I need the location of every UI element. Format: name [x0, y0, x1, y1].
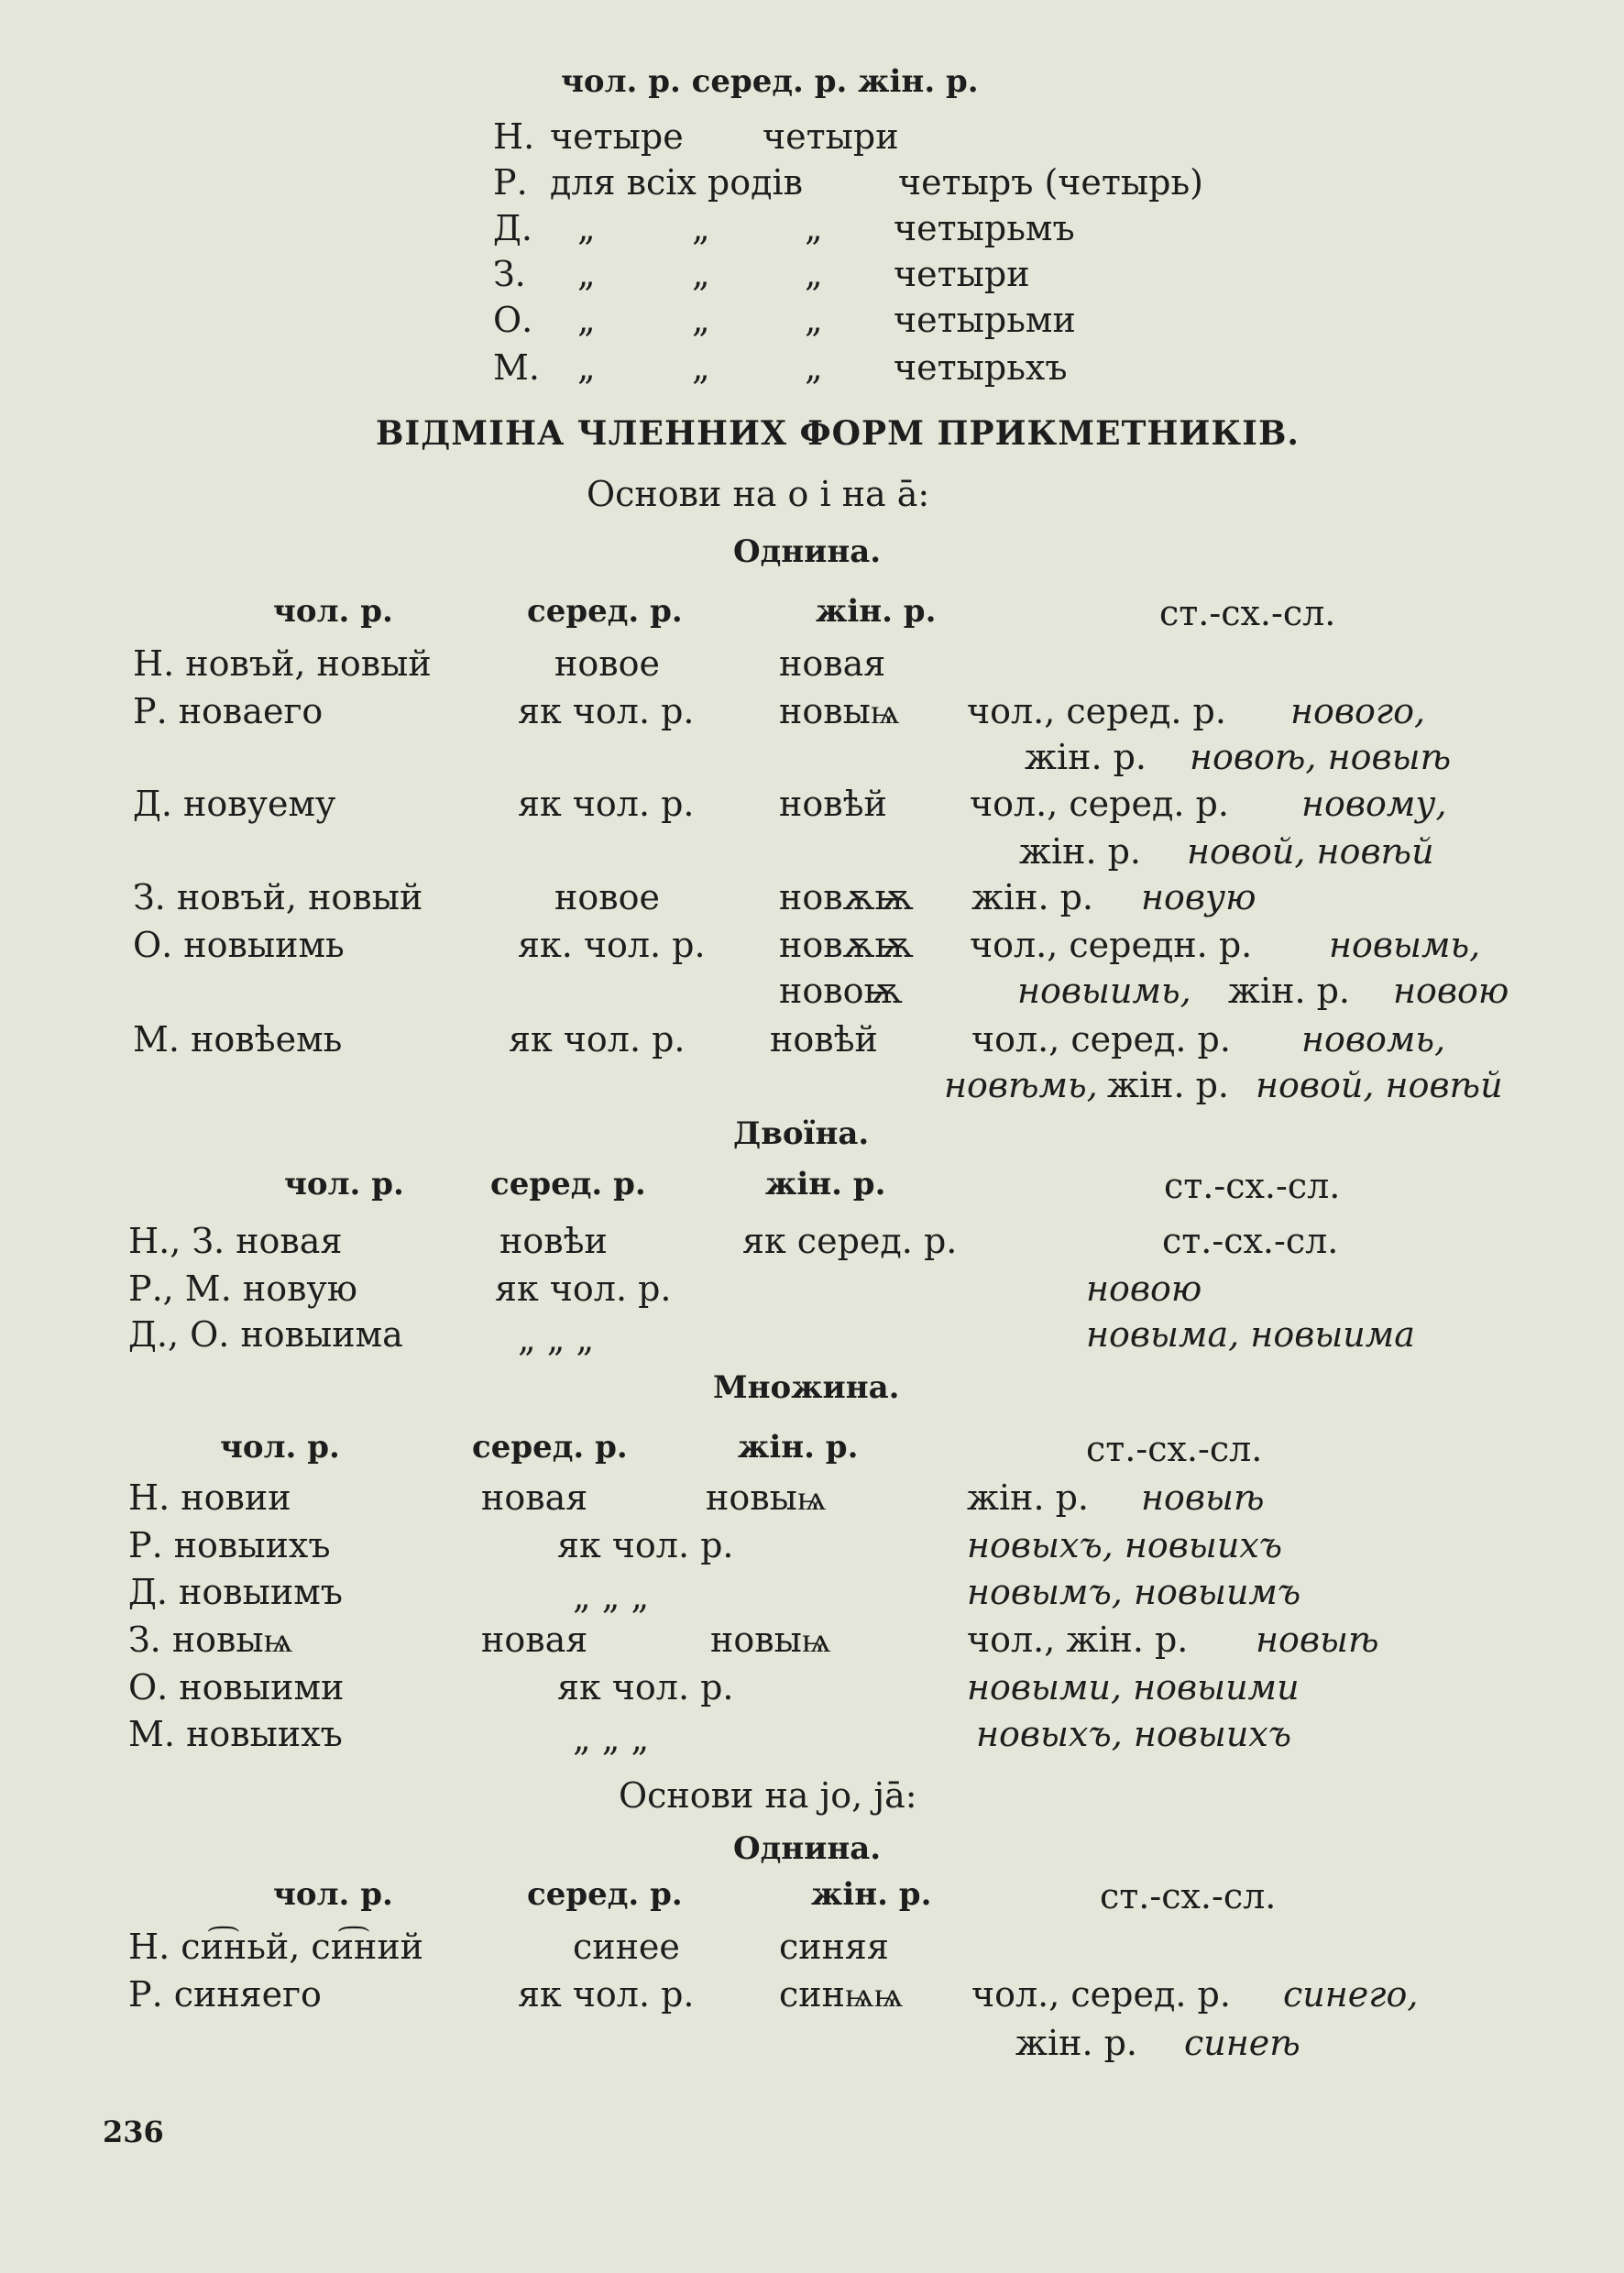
- table-cell: новыма, новыима: [1086, 1314, 1415, 1355]
- top-cell: четыри: [894, 254, 1030, 294]
- table-cell: Д., О. новыима: [128, 1314, 403, 1355]
- table-cell: жін. р.: [1025, 737, 1147, 777]
- col-fem: жін. р.: [816, 593, 937, 630]
- col-fem: жін. р.: [738, 1429, 859, 1466]
- ditto: „: [805, 347, 823, 388]
- table-cell: новоѭ: [779, 971, 903, 1011]
- plural-heading: Множина.: [713, 1369, 900, 1406]
- table-cell: новыми, новыими: [967, 1667, 1300, 1707]
- ditto: „: [692, 347, 710, 388]
- table-cell: жін. р.: [1015, 2023, 1137, 2063]
- col-fem: жін. р.: [811, 1876, 932, 1913]
- col-ocs: ст.-сх.-сл.: [1086, 1429, 1263, 1469]
- table-cell: Р., М. новую: [128, 1268, 357, 1309]
- case-label: Р.: [493, 162, 528, 203]
- table-cell: новыхъ, новыихъ: [976, 1714, 1292, 1754]
- table-cell: Р. новаего: [133, 691, 324, 731]
- ditto: „: [805, 254, 823, 294]
- table-cell: новѫѭ: [779, 925, 914, 965]
- col-neut: серед. р.: [490, 1166, 646, 1202]
- ditto: „ „ „: [518, 1319, 595, 1359]
- table-cell: новомь,: [1301, 1019, 1446, 1060]
- table-cell: Р. новыихъ: [128, 1525, 331, 1565]
- table-cell: синее: [573, 1927, 680, 1967]
- col-masc: чол. р.: [273, 1876, 393, 1913]
- col-masc: чол. р.: [284, 1166, 404, 1202]
- ditto: „: [692, 208, 710, 248]
- col-fem: жін. р.: [765, 1166, 886, 1202]
- table-cell: новымь,: [1329, 925, 1481, 965]
- table-cell: новѣмь,: [944, 1065, 1098, 1105]
- table-cell: чол., серед. р.: [971, 1019, 1231, 1060]
- case-label: О.: [493, 300, 533, 340]
- table-cell: новому,: [1301, 784, 1447, 824]
- case-label: Н.: [493, 116, 535, 157]
- top-cell: для всіх родів: [550, 162, 804, 203]
- table-cell: новую: [1141, 877, 1256, 917]
- table-cell: новыѩ: [710, 1620, 831, 1660]
- page-number: 236: [103, 2114, 164, 2149]
- ditto: „: [692, 254, 710, 294]
- table-cell: як чол. р.: [495, 1268, 672, 1309]
- table-cell: З. новыѩ: [128, 1620, 293, 1660]
- top-cell: четыръ (четырь): [898, 162, 1204, 203]
- col-ocs: ст.-сх.-сл.: [1100, 1876, 1277, 1916]
- ditto: „ „ „: [573, 1718, 650, 1759]
- table-cell: жін. р.: [1228, 971, 1350, 1011]
- table-cell: новая: [481, 1477, 588, 1518]
- table-cell: чол., серед. р.: [971, 1974, 1231, 2015]
- top-cell: четыре: [550, 116, 684, 157]
- col-masc: чол. р.: [220, 1429, 340, 1466]
- table-cell: жін. р.: [1107, 1065, 1229, 1105]
- singular-heading: Однина.: [733, 533, 882, 570]
- table-cell: як серед. р.: [742, 1221, 958, 1261]
- table-cell: О. новыимь: [133, 925, 345, 965]
- dual-heading: Двоїна.: [733, 1115, 870, 1152]
- table-cell: чол., жін. р.: [967, 1620, 1189, 1660]
- case-label: М.: [493, 347, 540, 388]
- table-cell: З. новъй, новый: [133, 877, 423, 917]
- table-cell: як чол. р.: [509, 1019, 686, 1060]
- table-cell: новою: [1086, 1268, 1202, 1309]
- top-cell: четырьхъ: [894, 347, 1068, 388]
- table-cell: Н. новии: [128, 1477, 291, 1518]
- table-cell: нового,: [1290, 691, 1426, 731]
- table-cell: синего,: [1283, 1974, 1419, 2015]
- ditto: „ „ „: [573, 1576, 650, 1617]
- table-cell: новѣй: [779, 784, 887, 824]
- table-cell: Р. синяего: [128, 1974, 322, 2015]
- table-cell: синѩѩ: [779, 1974, 904, 2015]
- col-neut: серед. р.: [527, 1876, 683, 1913]
- table-cell: як чол. р.: [557, 1667, 734, 1707]
- ditto: „: [577, 208, 596, 248]
- table-cell: як чол. р.: [518, 1974, 695, 2015]
- table-cell: як. чол. р.: [518, 925, 706, 965]
- table-cell: новою: [1393, 971, 1509, 1011]
- ditto: „: [577, 254, 596, 294]
- table-cell: новѣй: [770, 1019, 878, 1060]
- table-cell: синеѣ: [1184, 2023, 1300, 2063]
- col-neut: серед. р.: [472, 1429, 628, 1466]
- table-cell: новыхъ, новыихъ: [967, 1525, 1283, 1565]
- table-cell: чол., серед. р.: [967, 691, 1226, 731]
- table-cell: синяя: [779, 1927, 889, 1967]
- table-cell: новыѣ: [1141, 1477, 1265, 1518]
- main-heading: ВІДМІНА ЧЛЕННИХ ФОРМ ПРИКМЕТНИКІВ.: [376, 414, 1300, 453]
- table-cell: Н. си͡ньй, си͡ний: [128, 1927, 423, 1967]
- table-cell: новыѩ: [706, 1477, 827, 1518]
- subheading-o-a: Основи на о і на ā:: [587, 474, 930, 514]
- table-cell: жін. р.: [967, 1477, 1089, 1518]
- table-cell: жін. р.: [971, 877, 1093, 917]
- table-cell: Н., З. новая: [128, 1221, 343, 1261]
- table-cell: новая: [779, 643, 886, 684]
- top-cell: четыри: [763, 116, 899, 157]
- table-cell: Д. новыимъ: [128, 1572, 343, 1612]
- table-cell: новѫѭ: [779, 877, 914, 917]
- ditto: „: [692, 300, 710, 340]
- table-cell: як чол. р.: [557, 1525, 734, 1565]
- table-cell: новыѣ: [1256, 1620, 1379, 1660]
- ditto: „: [577, 300, 596, 340]
- table-cell: новое: [554, 877, 660, 917]
- singular-heading-2: Однина.: [733, 1830, 882, 1867]
- top-table-header: чол. р. серед. р. жін. р.: [561, 63, 979, 100]
- table-cell: чол., серед. р.: [970, 784, 1229, 824]
- top-cell: четырьмъ: [894, 208, 1075, 248]
- case-label: З.: [493, 254, 526, 294]
- col-ocs: ст.-сх.-сл.: [1164, 1166, 1341, 1206]
- table-cell: новая: [481, 1620, 588, 1660]
- ditto: „: [805, 300, 823, 340]
- table-cell: жін. р.: [1019, 831, 1141, 872]
- table-cell: новое: [554, 643, 660, 684]
- col-neut: серед. р.: [527, 593, 683, 630]
- top-cell: четырьми: [894, 300, 1076, 340]
- table-cell: новымъ, новыимъ: [967, 1572, 1301, 1612]
- case-label: Д.: [493, 208, 532, 248]
- table-cell: як чол. р.: [518, 691, 695, 731]
- table-cell: М. новыихъ: [128, 1714, 343, 1754]
- col-masc: чол. р.: [273, 593, 393, 630]
- table-cell: новой, новѣй: [1256, 1065, 1503, 1105]
- subheading-jo: Основи на jo, jā:: [619, 1775, 917, 1816]
- table-cell: як чол. р.: [518, 784, 695, 824]
- table-cell: новой, новѣй: [1187, 831, 1434, 872]
- table-cell: новоѣ, новыѣ: [1190, 737, 1452, 777]
- col-ocs: ст.-сх.-сл.: [1159, 593, 1336, 633]
- table-cell: чол., середн. р.: [970, 925, 1253, 965]
- table-cell: О. новыими: [128, 1667, 345, 1707]
- ditto: „: [805, 208, 823, 248]
- table-cell: новыѩ: [779, 691, 900, 731]
- ditto: „: [577, 347, 596, 388]
- table-cell: Н. новъй, новый: [133, 643, 432, 684]
- table-cell: новыимь,: [1017, 971, 1191, 1011]
- table-cell: М. новѣемь: [133, 1019, 343, 1060]
- table-cell: новѣи: [499, 1221, 608, 1261]
- table-cell: Д. новуему: [133, 784, 336, 824]
- table-cell: ст.-сх.-сл.: [1162, 1221, 1339, 1261]
